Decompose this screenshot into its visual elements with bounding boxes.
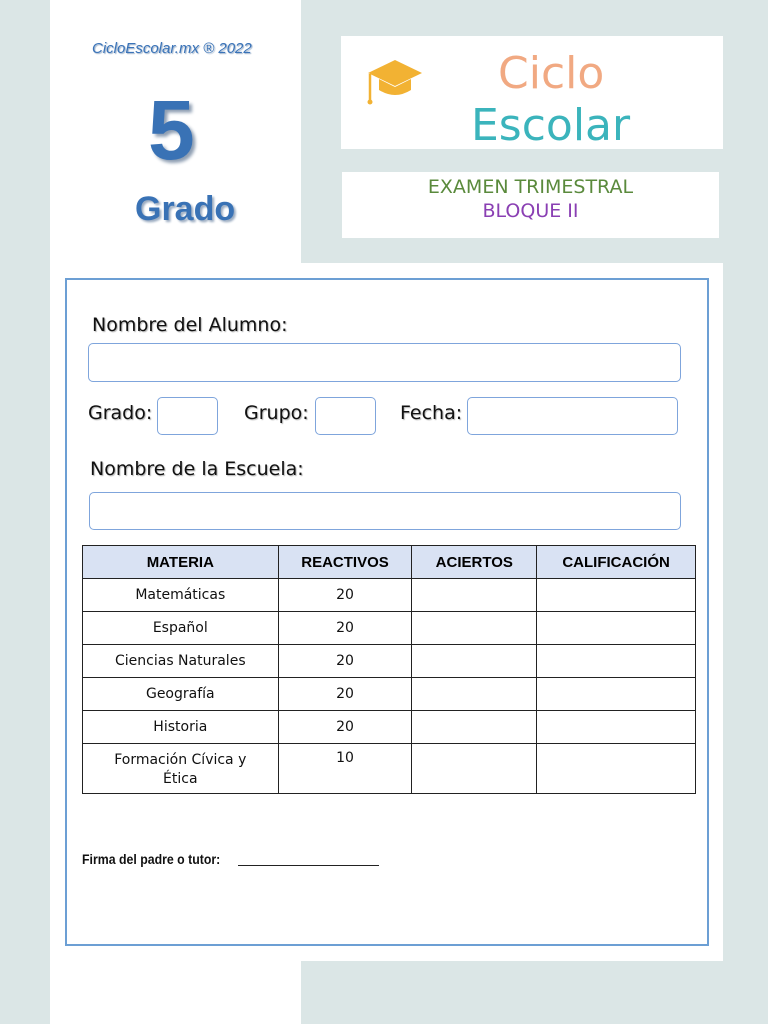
group-label: Grupo: [244, 402, 309, 424]
items-cell: 20 [278, 579, 412, 612]
items-cell: 20 [278, 711, 412, 744]
signature-label: Firma del padre o tutor: [82, 851, 221, 867]
date-field[interactable] [467, 397, 678, 435]
grade-cell[interactable] [537, 678, 696, 711]
subject-cell: Español [83, 612, 279, 645]
school-name-label: Nombre de la Escuela: [90, 458, 304, 480]
header-calificacion: CALIFICACIÓN [537, 546, 696, 579]
table-row [83, 612, 696, 645]
grade-cell[interactable] [537, 579, 696, 612]
subjects-table [82, 545, 696, 794]
copyright-text: CicloEscolar.mx ® 2022 [92, 40, 252, 57]
student-name-field[interactable] [88, 343, 681, 382]
subject-cell: Historia [83, 711, 279, 744]
student-name-label: Nombre del Alumno: [92, 314, 288, 336]
subject-cell: Matemáticas [83, 579, 279, 612]
exam-block: BLOQUE II [482, 200, 579, 222]
exam-title: EXAMEN TRIMESTRAL [427, 176, 634, 198]
date-label: Fecha: [400, 402, 463, 424]
grade-word: Grado [135, 190, 236, 228]
items-cell: 20 [278, 612, 412, 645]
correct-cell[interactable] [412, 711, 537, 744]
group-field[interactable] [315, 397, 376, 435]
table-row [83, 711, 696, 744]
grade-label: Grado: [88, 402, 153, 424]
header-aciertos: ACIERTOS [412, 546, 537, 579]
subject-cell: Formación Cívica y Ética [83, 744, 279, 794]
school-name-field[interactable] [89, 492, 681, 530]
items-cell: 10 [278, 744, 412, 794]
table-row [83, 744, 696, 794]
header-materia: MATERIA [83, 546, 279, 579]
grade-cell[interactable] [537, 744, 696, 794]
correct-cell[interactable] [412, 744, 537, 794]
signature-line[interactable] [238, 865, 379, 866]
correct-cell[interactable] [412, 645, 537, 678]
grade-cell[interactable] [537, 645, 696, 678]
items-cell: 20 [278, 678, 412, 711]
correct-cell[interactable] [412, 612, 537, 645]
table-row [83, 579, 696, 612]
table-row [83, 678, 696, 711]
table-row [83, 645, 696, 678]
items-cell: 20 [278, 645, 412, 678]
logo-word-escolar: Escolar [471, 100, 631, 151]
table-header-row [83, 546, 696, 579]
correct-cell[interactable] [412, 678, 537, 711]
grade-field[interactable] [157, 397, 218, 435]
subject-cell: Geografía [83, 678, 279, 711]
correct-cell[interactable] [412, 579, 537, 612]
grade-cell[interactable] [537, 612, 696, 645]
logo-word-ciclo: Ciclo [498, 48, 605, 99]
grade-cell[interactable] [537, 711, 696, 744]
subject-cell: Ciencias Naturales [83, 645, 279, 678]
header-reactivos: REACTIVOS [278, 546, 412, 579]
graduation-cap-icon [366, 56, 424, 106]
grade-number: 5 [148, 83, 195, 177]
